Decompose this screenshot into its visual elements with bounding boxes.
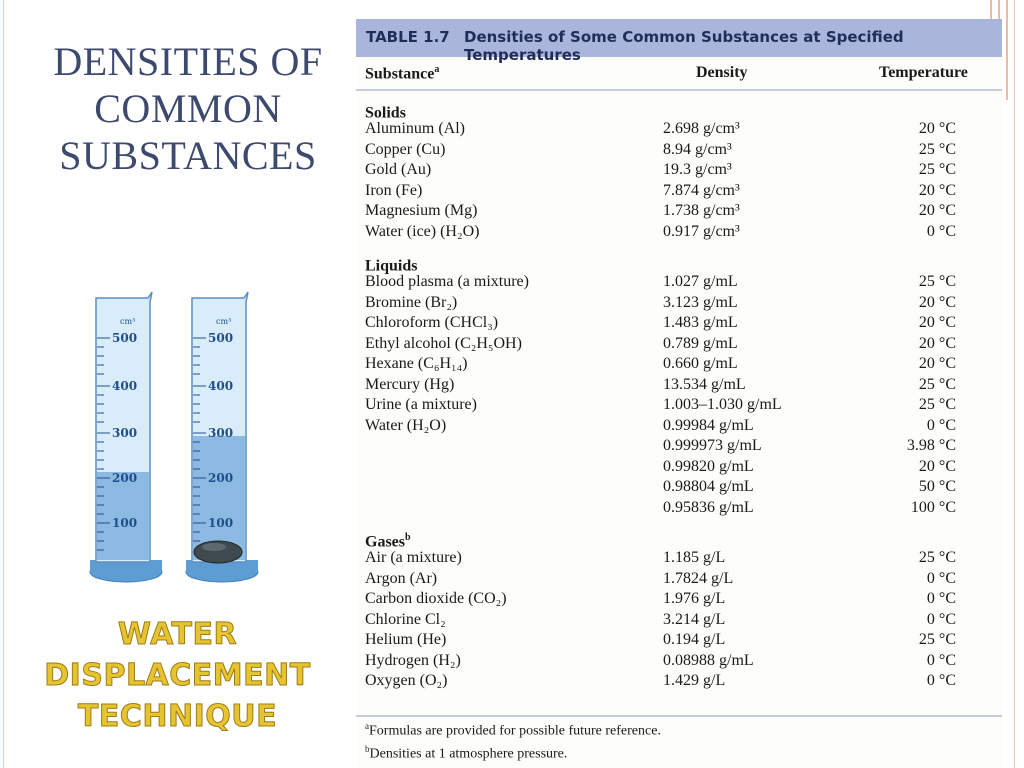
table-row [356, 201, 1002, 222]
technique-heading [15, 614, 340, 737]
cell-substance: Ethyl alcohol (C₂H₅OH) [365, 334, 522, 352]
cell-density: 1.185 g/L [663, 549, 726, 566]
cell-density: 3.123 g/mL [663, 293, 738, 311]
cell-temperature: 25 °C [918, 396, 956, 413]
left-scale-label: 500 [112, 331, 138, 345]
cell-temperature: 25 °C [918, 161, 956, 178]
section-header: Solids [365, 104, 406, 122]
cell-temperature: 20 °C [918, 334, 956, 352]
cell-temperature: 25 °C [918, 375, 956, 393]
cell-substance: Urine (a mixture) [365, 396, 477, 413]
table-row [356, 354, 1002, 375]
cell-density: 1.738 g/cm³ [663, 202, 740, 219]
graduated-cylinders-illustration [88, 288, 264, 588]
cell-temperature: 0 °C [926, 672, 956, 689]
cell-density: 13.534 g/mL [663, 375, 746, 393]
cell-substance: Water (H₂O) [365, 416, 447, 434]
table-row [356, 589, 1002, 610]
cell-substance: Blood plasma (a mixture) [365, 273, 529, 290]
table-row [356, 610, 1002, 631]
cell-substance: Magnesium (Mg) [365, 202, 478, 219]
cell-temperature: 100 °C [910, 498, 956, 516]
column-header-substance: Substance$^a$ [365, 64, 440, 83]
section-header: Gases$^b$ [365, 532, 411, 551]
cell-substance: Copper (Cu) [365, 140, 446, 158]
cell-temperature: 25 °C [918, 631, 956, 648]
left-cylinder-unit: cm³ [120, 317, 136, 326]
cell-substance: Hexane (C₆H₁₄) [365, 355, 468, 372]
table-row [356, 160, 1002, 181]
table-row [356, 334, 1002, 355]
left-cylinder [90, 292, 162, 582]
column-header-temperature: Temperature [879, 64, 968, 81]
cell-density: 1.429 g/L [663, 672, 726, 689]
cell-temperature: 50 °C [918, 478, 956, 495]
table-row [356, 548, 1002, 569]
right-scale-label: 200 [208, 471, 234, 485]
table-title-bar [356, 19, 1002, 64]
cell-substance: Helium (He) [365, 631, 447, 648]
table-row [356, 313, 1002, 334]
cell-temperature: 0 °C [926, 651, 956, 669]
slide-title [18, 38, 358, 179]
table-row [356, 272, 1002, 293]
cell-density: 7.874 g/cm³ [663, 181, 740, 199]
cell-temperature: 25 °C [918, 549, 956, 566]
cell-temperature: 20 °C [918, 202, 956, 219]
cell-density: 0.194 g/L [663, 631, 726, 648]
cell-temperature: 3.98 °C [906, 437, 956, 454]
cell-temperature: 20 °C [918, 293, 956, 311]
table-row [356, 436, 1002, 457]
left-scale-label: 200 [112, 471, 138, 485]
cell-temperature: 0 °C [926, 610, 956, 628]
cell-substance: Carbon dioxide (CO₂) [365, 590, 507, 607]
cell-substance: Gold (Au) [365, 161, 432, 178]
cell-density: 0.660 g/mL [663, 355, 738, 372]
table-row [356, 222, 1002, 243]
column-header-density: Density [696, 64, 748, 81]
right-scale-label: 100 [208, 516, 234, 530]
table-title: Densities of Some Common Substances at Specified Temperatures [464, 28, 904, 64]
cell-substance: Water (ice) (H₂O) [365, 222, 480, 240]
section-header: Liquids [365, 257, 418, 275]
cell-temperature: 0 °C [926, 590, 956, 607]
table-number: TABLE 1.7 [366, 28, 450, 46]
cell-substance: Argon (Ar) [365, 569, 438, 587]
density-table [356, 19, 1002, 768]
table-column-headers [356, 57, 1002, 91]
cell-density: 0.917 g/cm³ [663, 222, 740, 240]
left-scale-label: 400 [112, 379, 138, 393]
table-bottom-rule [356, 715, 1002, 717]
right-scale-label: 300 [208, 426, 234, 440]
footnote: $^a$Formulas are provided for possible future reference. [365, 721, 661, 739]
right-scale-label: 400 [208, 379, 234, 393]
table-row [356, 671, 1002, 692]
table-row [356, 569, 1002, 590]
table-row [356, 395, 1002, 416]
cell-temperature: 20 °C [918, 457, 956, 475]
cell-temperature: 0 °C [926, 222, 956, 240]
table-row [356, 181, 1002, 202]
cell-density: 3.214 g/L [663, 610, 726, 628]
left-scale-label: 300 [112, 426, 138, 440]
table-row [356, 375, 1002, 396]
footnote: $^b$Densities at 1 atmosphere pressure. [365, 744, 568, 762]
title-line: COMMON [94, 86, 282, 131]
technique-line: TECHNIQUE [77, 699, 278, 734]
table-row [356, 630, 1002, 651]
title-line: DENSITIES OF [53, 39, 323, 84]
cell-density: 0.99984 g/mL [663, 416, 754, 434]
right-scale-label: 500 [208, 331, 234, 345]
cell-substance: Chloroform (CHCl₃) [365, 314, 499, 331]
cell-temperature: 20 °C [918, 355, 956, 372]
table-row [356, 416, 1002, 437]
cell-density: 1.7824 g/L [663, 569, 734, 587]
cell-substance: Iron (Fe) [365, 181, 423, 199]
cell-substance: Aluminum (Al) [365, 120, 465, 137]
cell-density: 1.003–1.030 g/mL [663, 396, 782, 413]
cell-temperature: 25 °C [918, 140, 956, 158]
table-body [356, 89, 1002, 692]
cell-density: 8.94 g/cm³ [663, 140, 732, 158]
cell-temperature: 25 °C [918, 273, 956, 290]
cell-density: 2.698 g/cm³ [663, 120, 740, 137]
cell-substance: Bromine (Br₂) [365, 293, 458, 311]
right-cylinder-unit: cm³ [216, 317, 232, 326]
cell-density: 1.976 g/L [663, 590, 726, 607]
table-row [356, 651, 1002, 672]
cell-temperature: 20 °C [918, 181, 956, 199]
cell-density: 1.027 g/mL [663, 273, 738, 290]
cell-density: 0.999973 g/mL [663, 437, 762, 454]
table-row [356, 477, 1002, 498]
table-row [356, 119, 1002, 140]
title-line: SUBSTANCES [59, 133, 317, 178]
cell-density: 0.99820 g/mL [663, 457, 754, 475]
cell-density: 0.95836 g/mL [663, 498, 754, 516]
technique-line: WATER [117, 617, 238, 652]
right-cylinder [186, 292, 258, 582]
cell-temperature: 20 °C [918, 120, 956, 137]
cell-temperature: 0 °C [926, 569, 956, 587]
left-scale-label: 100 [112, 516, 138, 530]
cell-temperature: 0 °C [926, 416, 956, 434]
cell-temperature: 20 °C [918, 314, 956, 331]
table-row [356, 140, 1002, 161]
cell-substance: Oxygen (O₂) [365, 672, 448, 689]
cell-substance: Chlorine Cl₂ [365, 610, 446, 628]
cell-substance: Mercury (Hg) [365, 375, 455, 393]
table-row [356, 293, 1002, 314]
table-row [356, 498, 1002, 519]
cell-substance: Hydrogen (H₂) [365, 651, 461, 669]
cell-density: 1.483 g/mL [663, 314, 738, 331]
cell-substance: Air (a mixture) [365, 549, 462, 566]
cell-density: 19.3 g/cm³ [663, 161, 732, 178]
cell-density: 0.08988 g/mL [663, 651, 754, 669]
cell-density: 0.789 g/mL [663, 334, 738, 352]
technique-line: DISPLACEMENT [44, 658, 311, 693]
table-row [356, 457, 1002, 478]
cell-density: 0.98804 g/mL [663, 478, 754, 495]
